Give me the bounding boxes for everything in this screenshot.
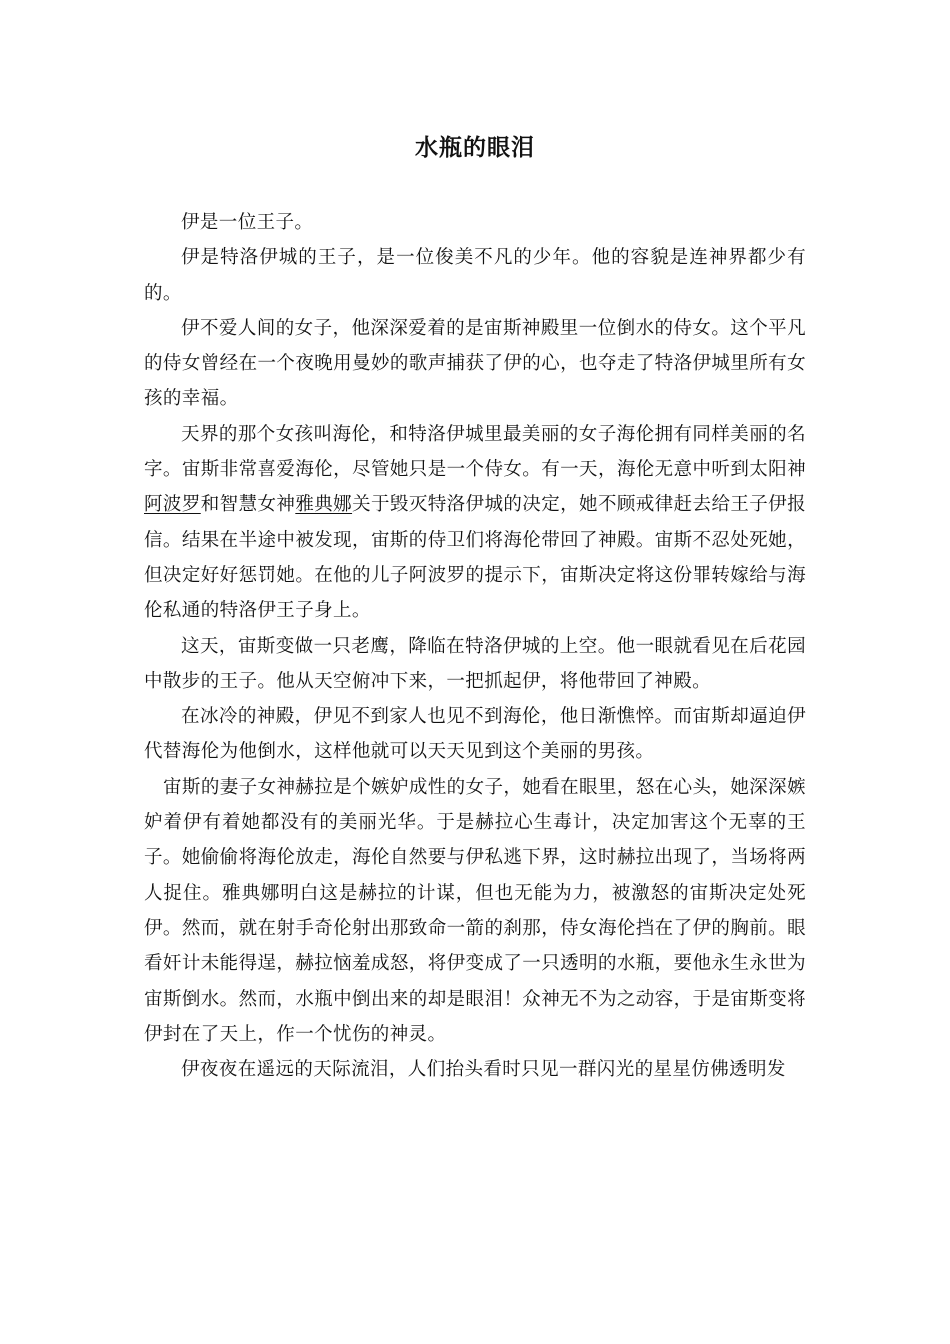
link-athena[interactable]: 雅典娜 xyxy=(295,494,353,516)
paragraph-text: 在冰冷的神殿，伊见不到家人也见不到海伦，他日渐憔悴。而宙斯却逼迫伊代替海伦为他倒水，这样他就可以天天见到这个美丽的男孩。 xyxy=(144,706,806,763)
paragraph-8 xyxy=(144,1052,806,1087)
document-title: 水瓶的眼泪 xyxy=(415,135,535,161)
paragraph-1 xyxy=(144,205,806,240)
paragraph-text: 和智慧女神 xyxy=(200,494,296,516)
paragraph-5 xyxy=(144,629,806,700)
paragraph-text: 伊夜夜在遥远的天际流泪，人们抬头看时只见一群闪光的星星仿佛透明发 xyxy=(181,1059,786,1081)
paragraph-6 xyxy=(144,699,806,770)
link-apollo[interactable]: 阿波罗 xyxy=(144,494,201,516)
paragraph-text: 天界的那个女孩叫海伦，和特洛伊城里最美丽的女子海伦拥有同样美丽的名字。宙斯非常喜爱海伦，尽管她只是一个侍女。有一天，海伦无意中听到太阳神 xyxy=(144,423,806,481)
paragraph-text: 伊是特洛伊城的王子，是一位俊美不凡的少年。他的容貌是连神界都少有的。 xyxy=(144,247,806,304)
paragraph-3 xyxy=(144,311,806,417)
paragraph-text: 关于毁灭特洛伊城的决定，她不顾戒律赶去给王子伊报信。结果在半途中被发现，宙斯的侍卫们将海伦带回了神殿。宙斯不忍处死她，但决定好好惩罚她。在他的儿子阿波罗的提示下，宙斯决定将这份罪转嫁给与海伦私通的特洛伊王子身上。 xyxy=(144,494,806,622)
paragraph-text: 这天，宙斯变做一只老鹰，降临在特洛伊城的上空。他一眼就看见在后花园中散步的王子。他从天空俯冲下来，一把抓起伊，将他带回了神殿。 xyxy=(144,635,806,692)
paragraph-text: 伊是一位王子。 xyxy=(181,212,314,233)
paragraph-2 xyxy=(144,240,806,311)
paragraph-7 xyxy=(144,770,806,1052)
document-body xyxy=(144,205,806,1087)
paragraph-text: 伊不爱人间的女子，他深深爱着的是宙斯神殿里一位倒水的侍女。这个平凡的侍女曾经在一个夜晚用曼妙的歌声捕获了伊的心，也夺走了特洛伊城里所有女孩的幸福。 xyxy=(144,317,806,410)
paragraph-text: 宙斯的妻子女神赫拉是个嫉妒成性的女子，她看在眼里，怒在心头，她深深嫉妒着伊有着她都没有的美丽光华。于是赫拉心生毒计，决定加害这个无辜的王子。她偷偷将海伦放走，海伦自然要与伊私逃下界，这时赫拉出现了，当场将两人捉住。雅典娜明白这是赫拉的计谋，但也无能为力，被激怒的宙斯决定处死伊。然而，就在射手奇伦射出那致命一箭的刹那，侍女海伦挡在了伊的胸前。眼看奸计未能得逞，赫拉恼羞成怒，将伊变成了一只透明的水瓶，要他永生永世为宙斯倒水。然而，水瓶中倒出来的却是眼泪！众神无不为之动容，于是宙斯变将伊封在了天上，作一个忧伤的神灵。 xyxy=(144,776,806,1045)
paragraph-4 xyxy=(144,417,806,629)
